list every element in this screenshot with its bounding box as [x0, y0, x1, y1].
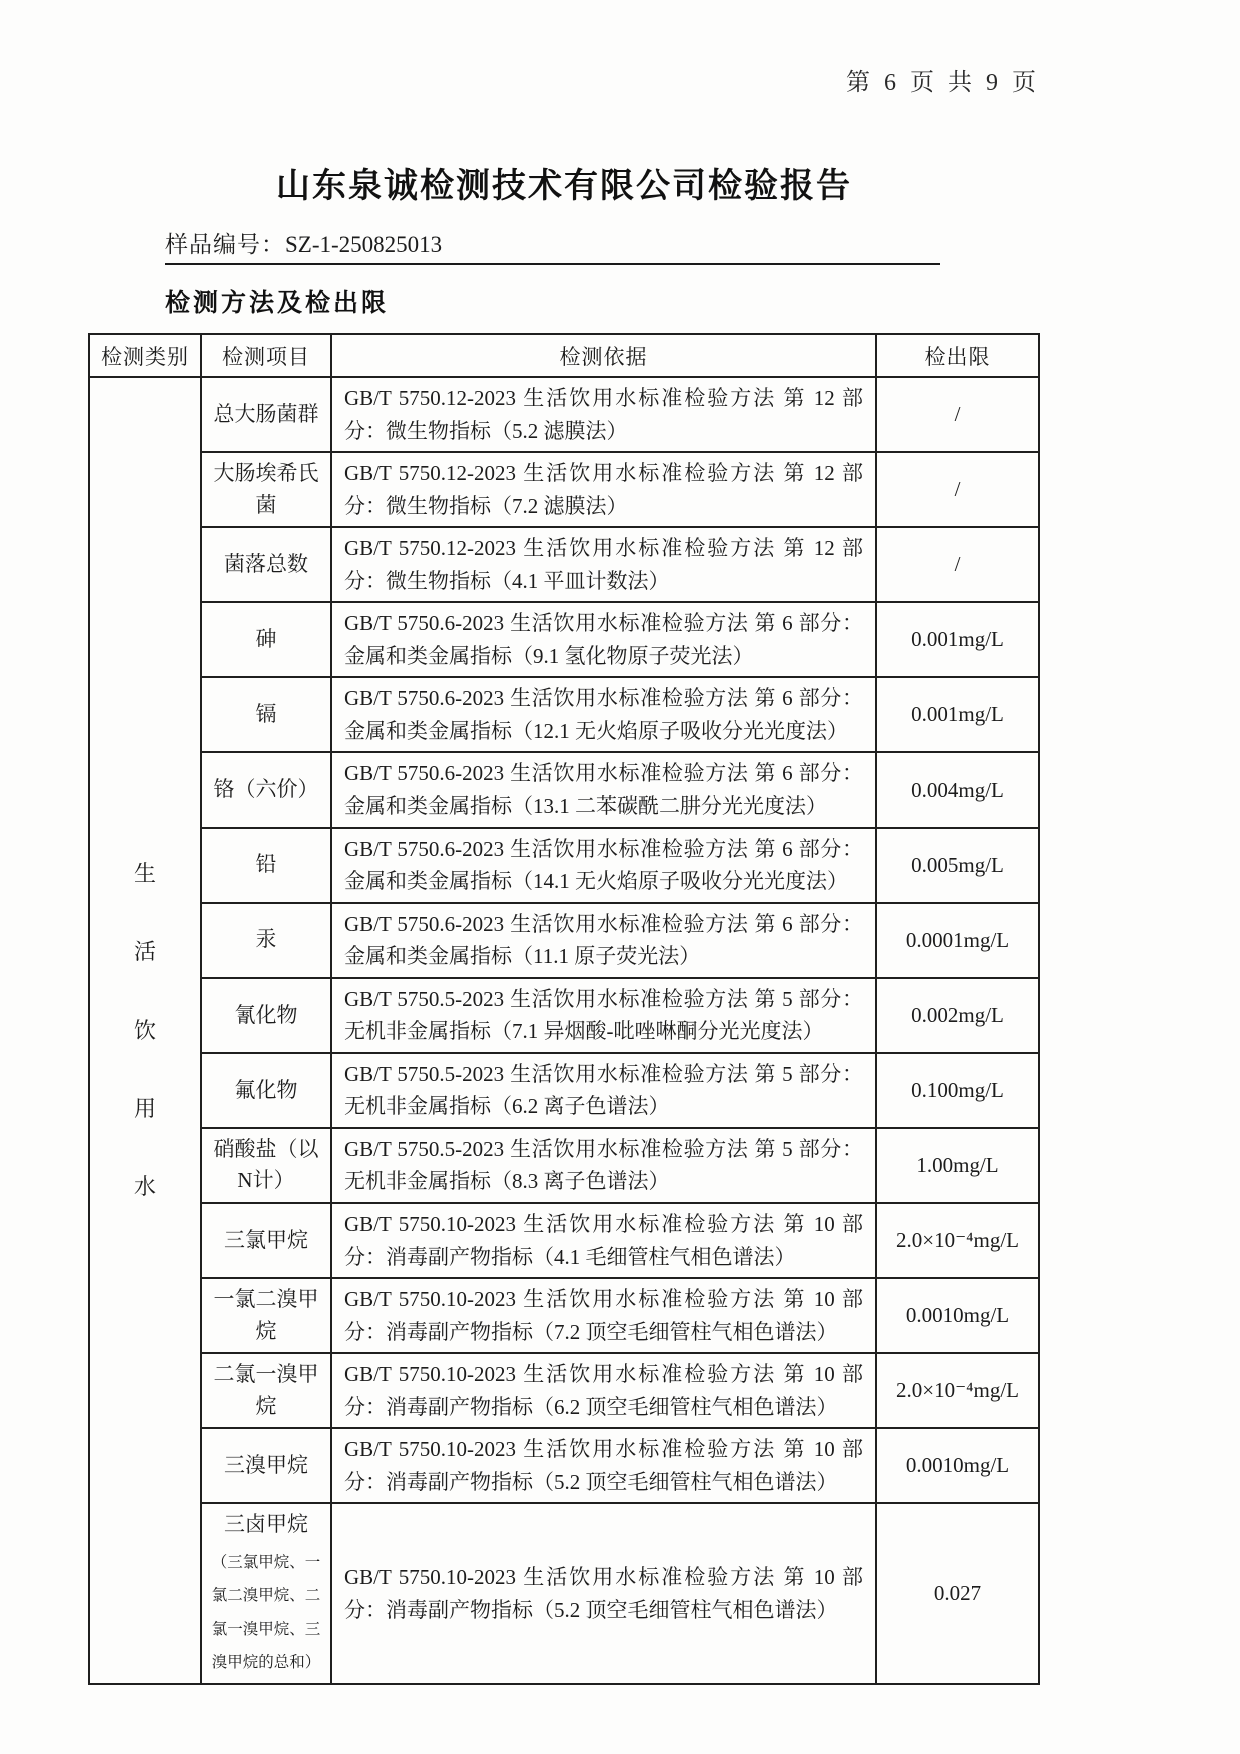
basis-cell: GB/T 5750.12-2023 生活饮用水标准检验方法 第 12 部分：微生物指标（5.2 滤膜法）	[331, 377, 876, 452]
item-label: 三卤甲烷	[224, 1512, 308, 1537]
limit-cell: 2.0×10⁻⁴mg/L	[876, 1353, 1039, 1428]
limit-cell: 0.0010mg/L	[876, 1278, 1039, 1353]
limit-cell: /	[876, 527, 1039, 602]
table-row	[89, 527, 1039, 602]
basis-cell: GB/T 5750.5-2023 生活饮用水标准检验方法 第 5 部分：无机非金属指标（7.1 异烟酸-吡唑啉酮分光光度法）	[331, 978, 876, 1053]
item-cell: 铬（六价）	[201, 752, 331, 827]
category-label: 生活饮用水	[133, 861, 156, 1199]
header-item: 检测项目	[201, 334, 331, 377]
item-cell	[201, 1503, 331, 1684]
table-row	[89, 452, 1039, 527]
table-header-row	[89, 334, 1039, 377]
item-cell: 氟化物	[201, 1053, 331, 1128]
basis-cell: GB/T 5750.6-2023 生活饮用水标准检验方法 第 6 部分：金属和类金属指标（9.1 氢化物原子荧光法）	[331, 602, 876, 677]
item-cell: 菌落总数	[201, 527, 331, 602]
item-cell: 氰化物	[201, 978, 331, 1053]
item-cell: 三氯甲烷	[201, 1203, 331, 1278]
header-limit: 检出限	[876, 334, 1039, 377]
basis-cell: GB/T 5750.5-2023 生活饮用水标准检验方法 第 5 部分：无机非金属指标（8.3 离子色谱法）	[331, 1128, 876, 1203]
limit-cell: 0.004mg/L	[876, 752, 1039, 827]
limit-cell: 0.100mg/L	[876, 1053, 1039, 1128]
table-row	[89, 377, 1039, 452]
basis-cell: GB/T 5750.6-2023 生活饮用水标准检验方法 第 6 部分：金属和类金属指标（11.1 原子荧光法）	[331, 903, 876, 978]
limit-cell: 1.00mg/L	[876, 1128, 1039, 1203]
detection-method-table	[88, 333, 1040, 1685]
limit-cell: 0.0001mg/L	[876, 903, 1039, 978]
basis-cell: GB/T 5750.6-2023 生活饮用水标准检验方法 第 6 部分：金属和类金属指标（14.1 无火焰原子吸收分光光度法）	[331, 828, 876, 903]
table-row	[89, 1278, 1039, 1353]
table-row	[89, 1203, 1039, 1278]
table-row	[89, 1128, 1039, 1203]
sample-number-value: SZ-1-250825013	[285, 232, 443, 257]
item-cell: 镉	[201, 677, 331, 752]
header-basis: 检测依据	[331, 334, 876, 377]
basis-cell: GB/T 5750.12-2023 生活饮用水标准检验方法 第 12 部分：微生物指标（7.2 滤膜法）	[331, 452, 876, 527]
basis-cell: GB/T 5750.12-2023 生活饮用水标准检验方法 第 12 部分：微生物指标（4.1 平皿计数法）	[331, 527, 876, 602]
sample-number-label: 样品编号：	[165, 232, 285, 257]
item-cell: 砷	[201, 602, 331, 677]
item-cell: 总大肠菌群	[201, 377, 331, 452]
basis-cell: GB/T 5750.10-2023 生活饮用水标准检验方法 第 10 部分：消毒副产物指标（5.2 顶空毛细管柱气相色谱法）	[331, 1503, 876, 1684]
limit-cell: 0.001mg/L	[876, 602, 1039, 677]
limit-cell: 0.027	[876, 1503, 1039, 1684]
table-row	[89, 677, 1039, 752]
table-row	[89, 1428, 1039, 1503]
item-cell: 一氯二溴甲烷	[201, 1278, 331, 1353]
limit-cell: 0.0010mg/L	[876, 1428, 1039, 1503]
basis-cell: GB/T 5750.10-2023 生活饮用水标准检验方法 第 10 部分：消毒副产物指标（5.2 顶空毛细管柱气相色谱法）	[331, 1428, 876, 1503]
item-cell: 硝酸盐（以N计）	[201, 1128, 331, 1203]
table-row	[89, 1503, 1039, 1684]
limit-cell: /	[876, 377, 1039, 452]
limit-cell: 0.005mg/L	[876, 828, 1039, 903]
item-note: （三氯甲烷、一氯二溴甲烷、二氯一溴甲烷、三溴甲烷的总和）	[211, 1554, 321, 1671]
item-cell: 汞	[201, 903, 331, 978]
category-cell	[89, 377, 201, 1684]
limit-cell: 0.002mg/L	[876, 978, 1039, 1053]
limit-cell: /	[876, 452, 1039, 527]
basis-cell: GB/T 5750.6-2023 生活饮用水标准检验方法 第 6 部分：金属和类金属指标（13.1 二苯碳酰二肼分光光度法）	[331, 752, 876, 827]
item-cell: 大肠埃希氏菌	[201, 452, 331, 527]
limit-cell: 2.0×10⁻⁴mg/L	[876, 1203, 1039, 1278]
basis-cell: GB/T 5750.6-2023 生活饮用水标准检验方法 第 6 部分：金属和类金属指标（12.1 无火焰原子吸收分光光度法）	[331, 677, 876, 752]
table-row	[89, 828, 1039, 903]
basis-cell: GB/T 5750.10-2023 生活饮用水标准检验方法 第 10 部分：消毒副产物指标（4.1 毛细管柱气相色谱法）	[331, 1203, 876, 1278]
table-row	[89, 602, 1039, 677]
table-row	[89, 978, 1039, 1053]
basis-cell: GB/T 5750.5-2023 生活饮用水标准检验方法 第 5 部分：无机非金属指标（6.2 离子色谱法）	[331, 1053, 876, 1128]
report-title: 山东泉诚检测技术有限公司检验报告	[276, 168, 852, 205]
sample-number-line	[165, 226, 940, 265]
basis-cell: GB/T 5750.10-2023 生活饮用水标准检验方法 第 10 部分：消毒副产物指标（6.2 顶空毛细管柱气相色谱法）	[331, 1353, 876, 1428]
table-row	[89, 752, 1039, 827]
table-row	[89, 903, 1039, 978]
item-cell: 铅	[201, 828, 331, 903]
item-cell: 二氯一溴甲烷	[201, 1353, 331, 1428]
page-number: 第 6 页 共 9 页	[846, 70, 1040, 96]
limit-cell: 0.001mg/L	[876, 677, 1039, 752]
item-cell: 三溴甲烷	[201, 1428, 331, 1503]
header-category: 检测类别	[89, 334, 201, 377]
table-row	[89, 1053, 1039, 1128]
table-row	[89, 1353, 1039, 1428]
section-heading: 检测方法及检出限	[165, 290, 390, 317]
basis-cell: GB/T 5750.10-2023 生活饮用水标准检验方法 第 10 部分：消毒副产物指标（7.2 顶空毛细管柱气相色谱法）	[331, 1278, 876, 1353]
